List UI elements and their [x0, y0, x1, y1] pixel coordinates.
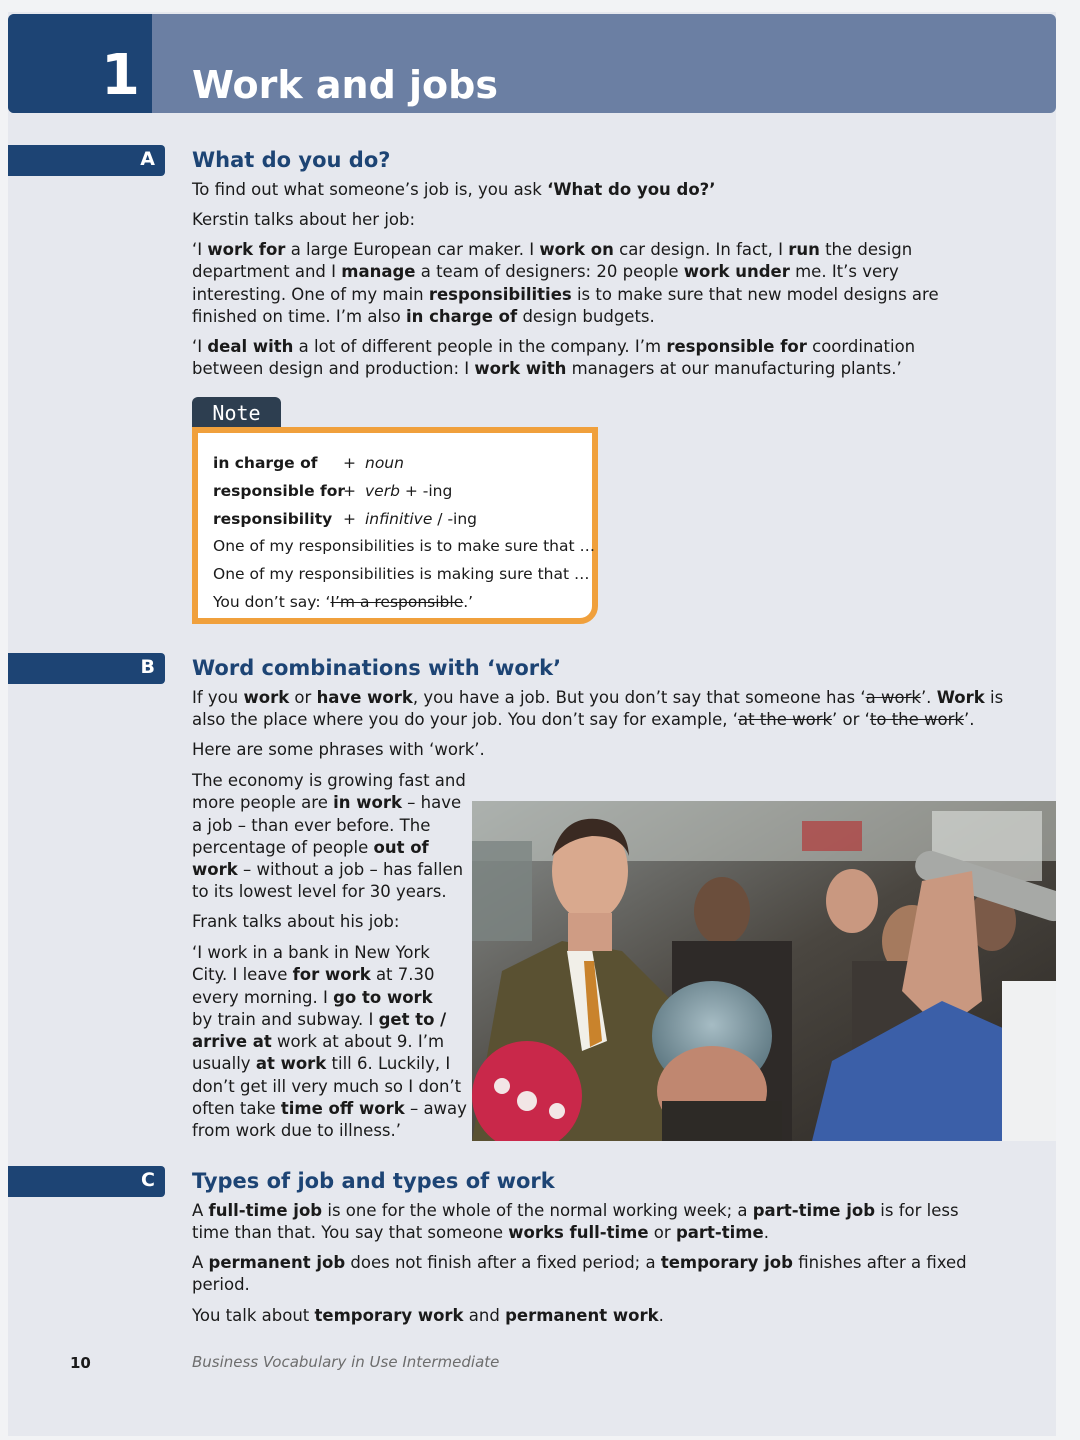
section-b-tab	[8, 653, 165, 684]
section-a-heading: What do you do?	[192, 148, 391, 172]
section-b-letter: B	[140, 656, 155, 678]
unit-title: Work and jobs	[192, 63, 498, 107]
section-c-para2: A permanent job does not finish after a fixed period; a temporary job finishes after a fixed period.	[192, 1253, 967, 1295]
page-number: 10	[70, 1354, 91, 1372]
subway-photo-illustration	[472, 801, 1056, 1141]
note-value: noun	[365, 454, 404, 472]
note-box	[192, 427, 598, 624]
note-row: responsible for	[213, 482, 346, 500]
section-b-para1: If you work or have work, you have a job. But you don’t say that someone has ‘a work’. Work is also the place where you do your job. You don’t say for example, ‘at the work’ or ‘to the work’.	[192, 688, 1004, 730]
unit-number-box	[8, 14, 152, 113]
section-a-kerstin: Kerstin talks about her job:	[192, 210, 416, 229]
note-dont-say: You don’t say: ‘I’m a responsible.’	[213, 593, 474, 611]
note-tab: Note	[192, 397, 281, 429]
section-b-frank: Frank talks about his job:	[192, 912, 400, 931]
section-a-letter: A	[140, 148, 155, 170]
section-c-para3: You talk about temporary work and permanent work.	[192, 1306, 664, 1325]
note-row: in charge of	[213, 454, 318, 472]
note-example-2: One of my responsibilities is making sure that …	[213, 565, 590, 583]
section-c-letter: C	[141, 1169, 155, 1191]
section-b-heading: Word combinations with ‘work’	[192, 656, 562, 680]
section-a-para1: ‘I work for a large European car maker. I work on car design. In fact, I run the design department and I manage a team of designers: 20 people work under me. It’s very interesting. One of my main responsibilities is to make sure that new model designs are finished on time. I’m also in charge of design budgets.	[192, 240, 939, 326]
section-b-economy: The economy is growing fast and more people are in work – have a job – than ever before. The percentage of people out of work – without a job – has fallen to its lowest level for 30 years.	[192, 771, 466, 902]
section-c-tab	[8, 1166, 165, 1197]
subway-commuters-photo	[472, 801, 1056, 1141]
section-a-tab	[8, 145, 165, 176]
section-b-frank-quote: ‘I work in a bank in New York City. I leave for work at 7.30 every morning. I go to work by train and subway. I get to / arrive at work at about 9. I’m usually at work till 6. Luckily, I don’t get ill very much so I don’t often take time off work – away from work due to illness.’	[192, 943, 467, 1141]
unit-header	[8, 14, 1056, 113]
note-value: infinitive / -ing	[365, 510, 478, 528]
note-plus: +	[343, 510, 356, 528]
unit-number: 1	[101, 43, 140, 108]
note-plus: +	[343, 482, 356, 500]
section-c-heading: Types of job and types of work	[192, 1169, 555, 1193]
section-b-phrases: Here are some phrases with ‘work’.	[192, 740, 485, 759]
note-example-1: One of my responsibilities is to make sure that …	[213, 537, 595, 555]
section-a-para2: ‘I deal with a lot of different people in the company. I’m responsible for coordination between design and production: I work with managers at our manufacturing plants.’	[192, 337, 916, 379]
note-row: responsibility	[213, 510, 333, 528]
section-c-para1: A full-time job is one for the whole of the normal working week; a part-time job is for less time than that. You say that someone works full-time or part-time.	[192, 1201, 959, 1243]
note-plus: +	[343, 454, 356, 472]
book-title: Business Vocabulary in Use Intermediate	[192, 1353, 500, 1371]
section-a-intro: To find out what someone’s job is, you ask ‘What do you do?’	[192, 180, 716, 199]
note-value: verb + -ing	[365, 482, 453, 500]
